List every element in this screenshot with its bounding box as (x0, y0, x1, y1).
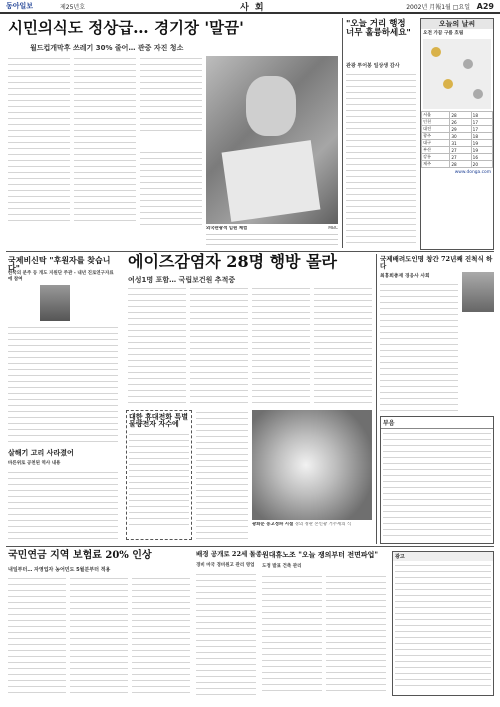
weather-row (422, 154, 493, 161)
center-bottom-subhead: 경비 마국 경비원고 관리 영업 (196, 563, 255, 568)
strike-body-col2 (326, 574, 386, 696)
lead-body-col4 (140, 150, 202, 226)
lead-body-col1 (8, 56, 70, 226)
hands-photo (252, 410, 372, 520)
weather-cell-hi: 27 (450, 154, 471, 161)
pension-body-col1 (8, 576, 66, 696)
weather-row (422, 147, 493, 154)
main-body-col3 (252, 286, 310, 406)
ad-label: 광고 (393, 552, 493, 561)
strike-subhead: 도정 발표 건축 관리 (262, 564, 302, 569)
center-bottom-body (196, 572, 256, 696)
weather-cell-hi: 27 (450, 147, 471, 154)
weather-map (423, 39, 491, 109)
main-subhead: 여성1명 포함… 국립보건원 추적중 (128, 276, 236, 284)
weather-cell-hi: 28 (450, 112, 471, 119)
weather-subtitle: 오전 가끔 구름 흐림 (423, 31, 464, 36)
small-left-subhead: 바른위로 공천된 역사 내용 (8, 461, 61, 466)
main-body-col1 (128, 286, 186, 406)
weather-box (420, 18, 494, 250)
lead-body-col2 (74, 56, 136, 226)
main-body-col4 (314, 286, 372, 406)
box-side-body (196, 410, 248, 540)
main-headline: 에이즈감염자 28명 행방 몰라 (128, 252, 337, 271)
weather-cell-name: 대구 (422, 140, 450, 147)
weather-cell-hi: 31 (450, 140, 471, 147)
small-left-headline: 살해기 고리 사라졌어 (8, 448, 74, 457)
sun-icon (431, 47, 441, 57)
hands-photo-caption (252, 522, 372, 540)
side-subhead: 관광 투어봉 일상생 감사 (346, 63, 400, 69)
date-line: 2002년 月報1월 □요일 (406, 3, 470, 11)
edition-info: 제25년호 (60, 3, 86, 11)
weather-cell-lo: 17 (471, 126, 492, 133)
side-headline: "오늘 거리 행정 너무 훌륭하세요" (346, 19, 411, 38)
column-rule (376, 254, 377, 544)
section-name: 사회 (240, 2, 270, 13)
lead-subhead: 월드컵개막후 쓰레기 30% 줄어… 관중 자진 청소 (30, 44, 184, 52)
weather-cell-hi: 30 (450, 133, 471, 140)
obituary-box (380, 416, 494, 544)
weather-row (422, 140, 493, 147)
left-subhead: 한국의 분주 등 개도 지원단 주관 - 내년 진로연구자료에 참여 (8, 271, 114, 282)
sun-icon (443, 79, 453, 89)
lead-headline: 시민의식도 정상급… 경기장 '말끔' (8, 18, 244, 37)
right-headline: 국제배려도인명 창간 72년째 진척식 하다 (380, 255, 493, 270)
left-portrait (40, 285, 70, 321)
weather-cell-lo: 18 (471, 133, 492, 140)
weather-cell-name: 광주 (422, 133, 450, 140)
phone-story-box (126, 410, 192, 540)
weather-table (421, 111, 493, 168)
weather-cell-name: 제주 (422, 161, 450, 168)
photo-figure (222, 140, 321, 222)
main-body-col2 (190, 286, 248, 406)
weather-row (422, 119, 493, 126)
weather-cell-lo: 17 (471, 119, 492, 126)
weather-cell-name: 인천 (422, 119, 450, 126)
pension-body-col2 (70, 576, 128, 696)
weather-cell-lo: 18 (471, 112, 492, 119)
weather-row (422, 133, 493, 140)
weather-row (422, 161, 493, 168)
lead-caption-title: 외국관광객 임원 체험 (206, 226, 248, 231)
side-body (346, 72, 416, 248)
small-left-body (8, 470, 118, 540)
strike-headline: 원대휴노조 "오늘 쟁의부터 전면파업" (262, 550, 379, 559)
weather-row (422, 126, 493, 133)
section-rule (6, 546, 494, 547)
cloud-icon (473, 89, 483, 99)
paper-name: 동아일보 (6, 2, 34, 10)
hands-caption-text: 경의 정관 본인광 거주세의 식 (294, 522, 352, 527)
cloud-icon (463, 59, 473, 69)
phone-headline: 대한 휴대전화 특별 물량전자 자수에 (129, 412, 188, 429)
obituary-title: 부음 (381, 417, 493, 429)
left-body (8, 325, 118, 445)
weather-cell-name: 강릉 (422, 154, 450, 161)
lead-photo (206, 56, 338, 224)
weather-cell-name: 서울 (422, 112, 450, 119)
ad-box (392, 551, 494, 696)
right-body (380, 282, 458, 412)
weather-site[interactable]: www.donga.com (454, 170, 491, 175)
weather-cell-lo: 19 (471, 140, 492, 147)
lead-body-col3 (140, 56, 202, 136)
right-subhead: 최홍희총재 경웅사 사회 (380, 274, 430, 279)
page-number: A29 (476, 1, 494, 11)
weather-cell-hi: 26 (450, 119, 471, 126)
weather-cell-hi: 28 (450, 161, 471, 168)
weather-cell-name: 부산 (422, 147, 450, 154)
weather-cell-lo: 20 (471, 161, 492, 168)
right-portrait (462, 272, 494, 312)
left-headline: 국제비신탁 "후원자를 찾습니다" (8, 255, 111, 274)
pension-subhead: 내일부터… 자영업자 농어민도 5월분부터 적용 (8, 567, 111, 573)
pension-body-col3 (132, 576, 190, 696)
lead-photo-credit: MBC (328, 226, 338, 231)
weather-cell-name: 대전 (422, 126, 450, 133)
hands-caption-title: 광화문 동고정파 시설 (252, 522, 294, 527)
weather-cell-lo: 19 (471, 147, 492, 154)
center-bottom-headline: 배경 공개로 22세 돌종 (196, 550, 263, 558)
column-rule (342, 18, 343, 248)
photo-figure (246, 76, 296, 136)
lead-photo-caption (206, 226, 338, 248)
weather-cell-hi: 29 (450, 126, 471, 133)
weather-row (422, 112, 493, 119)
weather-cell-lo: 16 (471, 154, 492, 161)
strike-body-col1 (262, 574, 322, 696)
masthead (0, 0, 500, 14)
pension-headline: 국민연금 지역 보험료 20% 인상 (8, 550, 152, 561)
weather-title: 오늘의 날씨 (421, 19, 493, 29)
